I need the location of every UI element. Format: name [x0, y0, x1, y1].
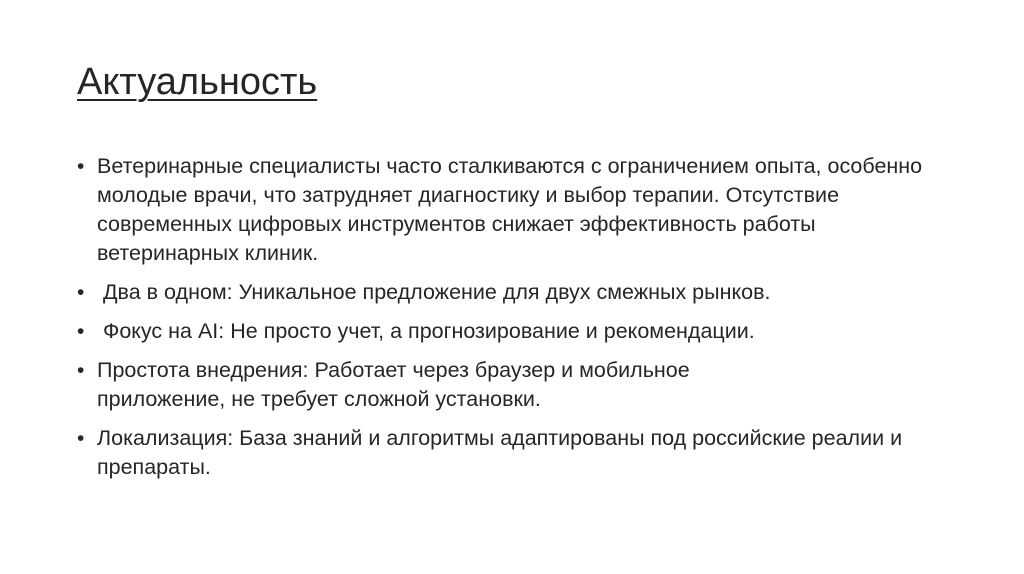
bullet-text: Простота внедрения: Работает через браузер и мобильное приложение, не требует сложной установки.	[97, 358, 690, 411]
bullet-marker: •	[77, 427, 85, 450]
bullet-marker: •	[77, 359, 85, 382]
bullet-item	[77, 152, 977, 268]
bullet-marker: •	[77, 281, 85, 304]
bullet-marker: •	[77, 320, 85, 343]
slide-title: Актуальность	[77, 61, 318, 103]
bullet-marker: •	[77, 155, 85, 178]
bullet-item	[77, 317, 977, 346]
bullet-text: Локализация: База знаний и алгоритмы адаптированы под российские реалии и препараты.	[97, 426, 903, 479]
bullet-list	[77, 152, 977, 492]
bullet-item	[77, 278, 977, 307]
bullet-item	[77, 356, 977, 414]
bullet-text: Фокус на AI: Не просто учет, а прогнозирование и рекомендации.	[97, 319, 755, 343]
bullet-text: Два в одном: Уникальное предложение для двух смежных рынков.	[97, 280, 771, 304]
bullet-text: Ветеринарные специалисты часто сталкиваются с ограничением опыта, особенно молодые врачи, что затрудняет диагностику и выбор терапии. Отсутствие современных цифровых инструментов снижает эффективность работы ветеринарных клиник.	[97, 154, 923, 265]
bullet-item	[77, 424, 977, 482]
